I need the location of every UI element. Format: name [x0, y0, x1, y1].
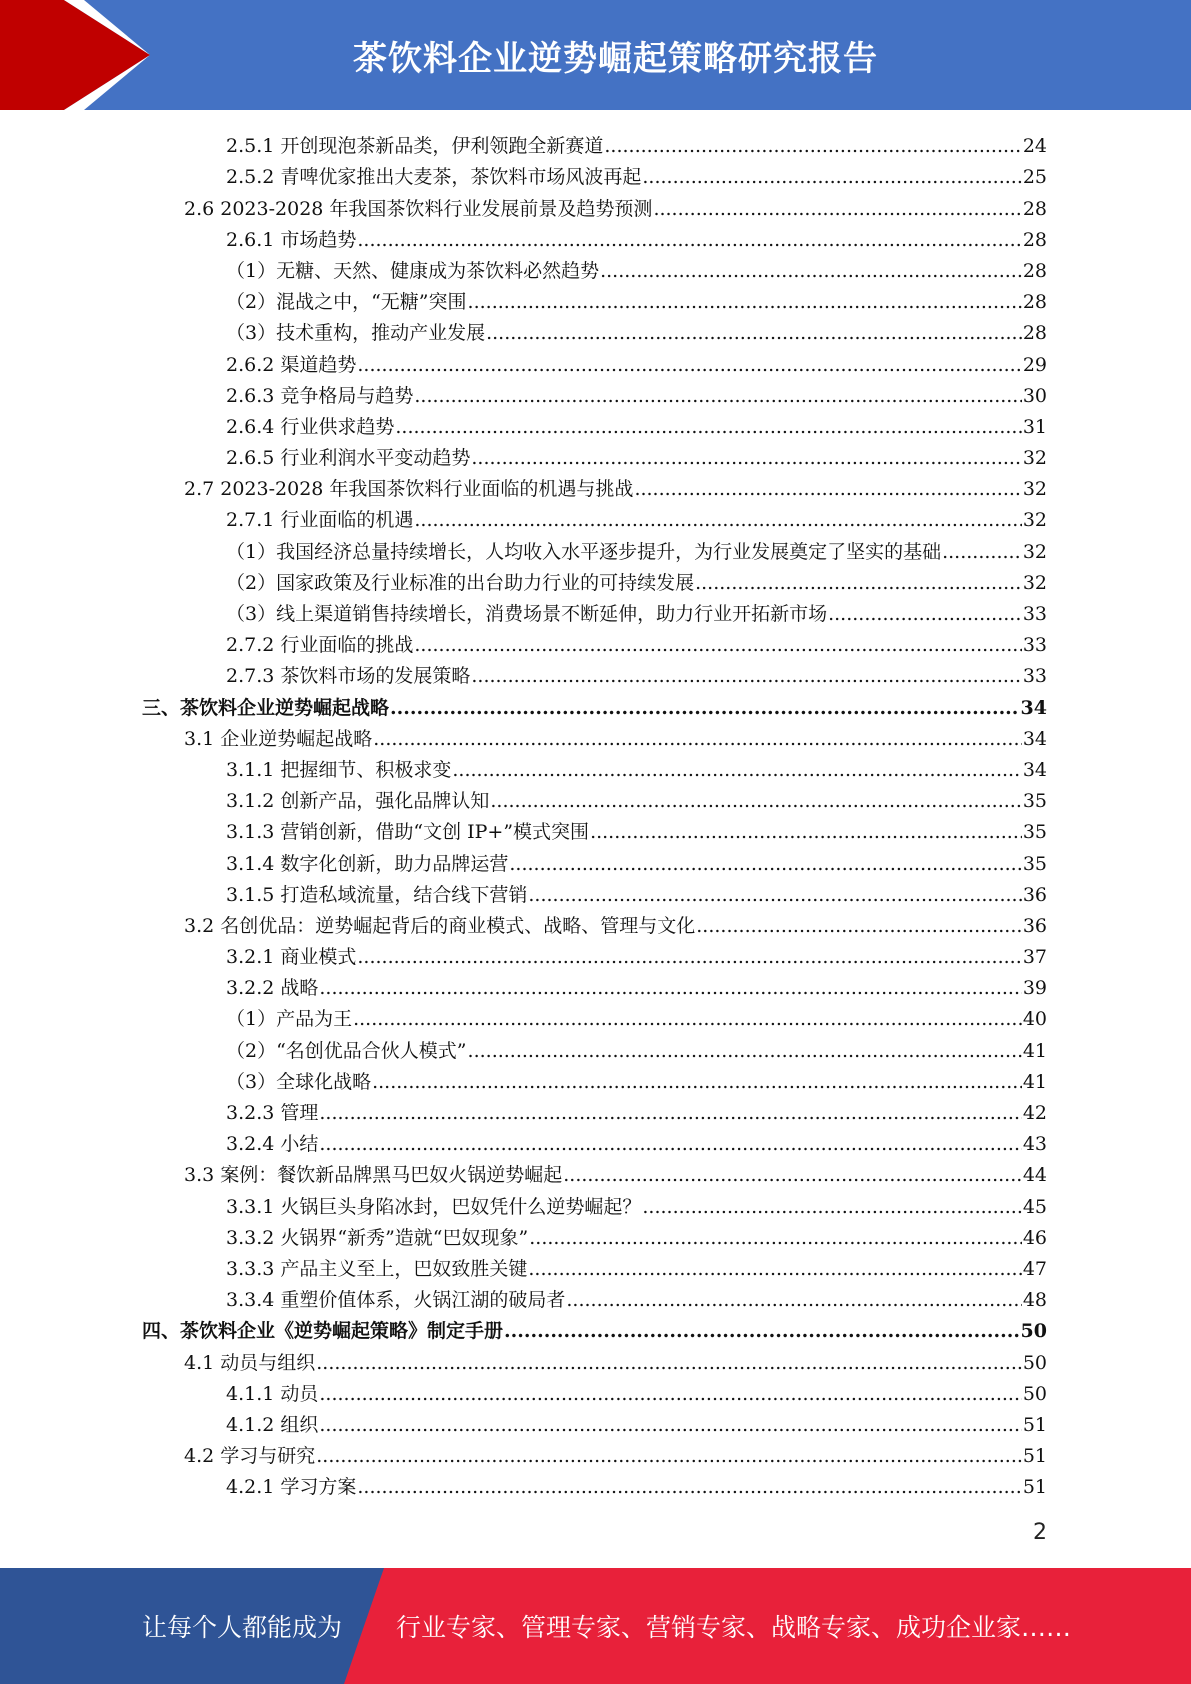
- toc-entry[interactable]: [0, 439, 1191, 470]
- toc-entry-page: 44: [1022, 1164, 1047, 1187]
- toc-entry-page: 50: [1022, 1382, 1047, 1405]
- toc-entry[interactable]: [0, 1187, 1191, 1218]
- table-of-contents: [0, 127, 1191, 1499]
- toc-leader-dots: [414, 508, 1021, 532]
- toc-leader-dots: [390, 696, 1020, 720]
- toc-entry-page: 33: [1022, 634, 1047, 657]
- toc-entry-page: 36: [1022, 883, 1047, 906]
- toc-entry-page: 28: [1022, 197, 1047, 220]
- toc-entry-page: 50: [1020, 1320, 1047, 1343]
- toc-entry[interactable]: [0, 1156, 1191, 1187]
- toc-entry-title: 2.7.2 行业面临的挑战: [226, 634, 414, 657]
- toc-entry-title: 3.1.3 营销创新，借助“文创 IP+”模式突围: [226, 821, 590, 844]
- toc-leader-dots: [696, 914, 1022, 938]
- toc-entry[interactable]: [0, 470, 1191, 501]
- toc-entry[interactable]: [0, 1375, 1191, 1406]
- toc-entry[interactable]: [0, 938, 1191, 969]
- toc-entry[interactable]: [0, 189, 1191, 220]
- toc-leader-dots: [653, 197, 1021, 221]
- toc-entry-title: 2.6.5 行业利润水平变动趋势: [226, 447, 471, 470]
- toc-entry-page: 42: [1022, 1102, 1047, 1124]
- toc-entry[interactable]: [0, 1406, 1191, 1437]
- toc-entry[interactable]: [0, 283, 1191, 314]
- toc-entry-title: 3.1.4 数字化创新，助力品牌运营: [226, 852, 509, 875]
- toc-leader-dots: [490, 789, 1021, 813]
- toc-entry-title: （1）无糖、天然、健康成为茶饮料必然趋势: [226, 259, 600, 282]
- toc-entry-page: 32: [1022, 447, 1047, 470]
- toc-leader-dots: [414, 633, 1021, 657]
- toc-entry-page: 34: [1022, 758, 1047, 781]
- toc-entry-title: （2）“名创优品合伙人模式”: [226, 1039, 467, 1062]
- toc-leader-dots: [563, 1163, 1022, 1187]
- toc-leader-dots: [468, 1039, 1022, 1063]
- toc-entry-page: 33: [1022, 665, 1047, 688]
- toc-entry[interactable]: [0, 720, 1191, 751]
- toc-entry-title: 2.6.4 行业供求趋势: [226, 415, 395, 438]
- toc-leader-dots: [357, 945, 1021, 969]
- toc-entry-page: 29: [1022, 353, 1047, 376]
- toc-entry-title: 3.2.3 管理: [226, 1102, 319, 1124]
- toc-entry[interactable]: [0, 564, 1191, 595]
- toc-entry-title: 三、茶饮料企业逆势崛起战略: [142, 696, 390, 719]
- toc-entry-title: 3.3.1 火锅巨头身陷冰封，巴奴凭什么逆势崛起？: [226, 1195, 642, 1218]
- toc-entry[interactable]: [0, 657, 1191, 688]
- toc-entry[interactable]: [0, 1468, 1191, 1499]
- toc-leader-dots: [642, 1195, 1021, 1219]
- toc-entry[interactable]: [0, 1063, 1191, 1094]
- toc-entry-page: 50: [1022, 1351, 1047, 1374]
- toc-entry[interactable]: [0, 1312, 1191, 1343]
- toc-entry-page: 47: [1022, 1257, 1047, 1280]
- toc-entry[interactable]: [0, 1000, 1191, 1031]
- toc-entry-title: 3.2.1 商业模式: [226, 946, 357, 969]
- toc-entry[interactable]: [0, 782, 1191, 813]
- toc-entry[interactable]: [0, 221, 1191, 252]
- toc-entry[interactable]: [0, 626, 1191, 657]
- toc-entry[interactable]: [0, 1281, 1191, 1312]
- toc-entry-page: 40: [1022, 1008, 1047, 1031]
- toc-entry-title: 4.1.1 动员: [226, 1382, 319, 1405]
- toc-leader-dots: [642, 165, 1021, 189]
- toc-entry-title: 4.1.2 组织: [226, 1413, 319, 1436]
- toc-entry-title: 四、茶饮料企业《逆势崛起策略》制定手册: [142, 1320, 504, 1343]
- toc-entry[interactable]: [0, 532, 1191, 563]
- toc-entry-title: 3.1.1 把握细节、积极求变: [226, 758, 452, 781]
- toc-entry[interactable]: [0, 1094, 1191, 1125]
- toc-entry-page: 28: [1022, 228, 1047, 251]
- toc-entry-title: （3）技术重构，推动产业发展: [226, 322, 486, 345]
- toc-entry-page: 46: [1022, 1226, 1047, 1249]
- toc-entry[interactable]: [0, 252, 1191, 283]
- toc-entry-page: 34: [1020, 696, 1047, 719]
- toc-entry-title: 2.5.1 开创现泡茶新品类，伊利领跑全新赛道: [226, 135, 604, 158]
- toc-leader-dots: [600, 259, 1022, 283]
- toc-entry[interactable]: [0, 751, 1191, 782]
- toc-entry-page: 32: [1022, 478, 1047, 501]
- toc-entry-page: 28: [1022, 291, 1047, 314]
- toc-entry-page: 36: [1022, 914, 1047, 937]
- toc-entry-title: 4.1 动员与组织: [184, 1351, 316, 1374]
- toc-entry-title: 3.3.2 火锅界“新秀”造就“巴奴现象”: [226, 1226, 529, 1249]
- page-header: [0, 0, 1191, 110]
- toc-leader-dots: [316, 1444, 1022, 1468]
- toc-leader-dots: [319, 1413, 1021, 1437]
- header-red-arrow: [0, 0, 150, 110]
- toc-entry[interactable]: [0, 844, 1191, 875]
- toc-entry[interactable]: [0, 876, 1191, 907]
- toc-entry-page: 31: [1022, 415, 1047, 438]
- toc-entry-title: 2.7.1 行业面临的机遇: [226, 509, 414, 532]
- toc-entry-page: 32: [1022, 571, 1047, 594]
- toc-leader-dots: [353, 1007, 1022, 1031]
- toc-leader-dots: [357, 353, 1021, 377]
- toc-leader-dots: [452, 758, 1021, 782]
- toc-entry-title: （2）国家政策及行业标准的出台助力行业的可持续发展: [226, 571, 695, 594]
- toc-entry-title: （1）产品为王: [226, 1008, 353, 1031]
- toc-leader-dots: [395, 415, 1021, 439]
- page-number: 2: [1033, 1520, 1047, 1545]
- toc-leader-dots: [372, 1070, 1022, 1094]
- toc-leader-dots: [357, 1475, 1021, 1499]
- toc-entry[interactable]: [0, 345, 1191, 376]
- toc-leader-dots: [414, 384, 1021, 408]
- page-footer: [0, 1568, 1191, 1684]
- toc-entry-title: 2.7 2023-2028 年我国茶饮料行业面临的机遇与挑战: [184, 478, 634, 501]
- toc-entry[interactable]: [0, 1343, 1191, 1374]
- toc-entry-title: 3.3 案例：餐饮新品牌黑马巴奴火锅逆势崛起: [184, 1164, 563, 1187]
- toc-entry-title: 4.2 学习与研究: [184, 1445, 316, 1468]
- toc-entry[interactable]: [0, 813, 1191, 844]
- toc-entry-title: 4.2.1 学习方案: [226, 1476, 357, 1499]
- toc-leader-dots: [471, 664, 1021, 688]
- toc-entry-page: 51: [1022, 1476, 1047, 1499]
- toc-entry-page: 41: [1022, 1039, 1047, 1062]
- toc-entry-page: 28: [1022, 259, 1047, 282]
- toc-entry-page: 51: [1022, 1445, 1047, 1468]
- toc-leader-dots: [528, 1257, 1021, 1281]
- toc-entry-page: 35: [1022, 821, 1047, 844]
- toc-entry-title: 3.3.4 重塑价值体系，火锅江湖的破局者: [226, 1289, 566, 1312]
- toc-entry[interactable]: [0, 408, 1191, 439]
- toc-entry-page: 32: [1022, 509, 1047, 532]
- toc-entry[interactable]: [0, 1250, 1191, 1281]
- toc-entry[interactable]: [0, 1031, 1191, 1062]
- toc-leader-dots: [373, 727, 1022, 751]
- toc-entry-title: 2.6.2 渠道趋势: [226, 353, 357, 376]
- toc-entry-page: 48: [1022, 1289, 1047, 1312]
- footer-slogan-left: 让每个人都能成为: [142, 1613, 343, 1642]
- toc-entry-page: 28: [1022, 322, 1047, 345]
- toc-entry[interactable]: [0, 688, 1191, 719]
- toc-leader-dots: [316, 1351, 1022, 1375]
- toc-entry-title: （2）混战之中，“无糖”突围: [226, 291, 467, 314]
- toc-leader-dots: [509, 852, 1021, 876]
- toc-entry[interactable]: [0, 314, 1191, 345]
- toc-entry-title: 2.6 2023-2028 年我国茶饮料行业发展前景及趋势预测: [184, 197, 653, 220]
- toc-leader-dots: [504, 1319, 1020, 1343]
- toc-entry-page: 45: [1022, 1195, 1047, 1218]
- toc-entry-page: 35: [1022, 790, 1047, 813]
- toc-leader-dots: [319, 976, 1021, 1000]
- toc-entry-page: 35: [1022, 852, 1047, 875]
- toc-entry-page: 37: [1022, 946, 1047, 969]
- toc-leader-dots: [357, 228, 1021, 252]
- toc-leader-dots: [528, 883, 1021, 907]
- toc-entry-title: 2.6.1 市场趋势: [226, 228, 357, 251]
- toc-entry-title: 3.1.2 创新产品，强化品牌认知: [226, 790, 490, 813]
- page-title: 茶饮料企业逆势崛起策略研究报告: [353, 38, 878, 79]
- toc-entry-title: （3）全球化战略: [226, 1070, 372, 1093]
- toc-leader-dots: [604, 134, 1021, 158]
- toc-entry-title: 2.6.3 竞争格局与趋势: [226, 384, 414, 407]
- toc-entry[interactable]: [0, 158, 1191, 189]
- toc-entry-title: 3.2.2 战略: [226, 977, 319, 1000]
- toc-entry-page: 34: [1022, 727, 1047, 750]
- footer-slogan-right: 行业专家、管理专家、营销专家、战略专家、成功企业家……: [396, 1613, 1072, 1642]
- toc-entry-page: 32: [1022, 540, 1047, 563]
- toc-leader-dots: [529, 1226, 1022, 1250]
- toc-entry-page: 33: [1022, 603, 1047, 625]
- toc-leader-dots: [319, 1101, 1021, 1125]
- toc-leader-dots: [471, 446, 1021, 470]
- toc-entry-title: （1）我国经济总量持续增长，人均收入水平逐步提升，为行业发展奠定了坚实的基础: [226, 540, 942, 563]
- toc-entry-page: 41: [1022, 1070, 1047, 1093]
- toc-leader-dots: [695, 571, 1022, 595]
- toc-entry-page: 51: [1022, 1413, 1047, 1436]
- toc-entry-title: （3）线上渠道销售持续增长，消费场景不断延伸，助力行业开拓新市场: [226, 603, 828, 625]
- toc-entry[interactable]: [0, 127, 1191, 158]
- toc-entry-title: 3.1 企业逆势崛起战略: [184, 727, 373, 750]
- toc-entry-title: 3.2.4 小结: [226, 1133, 319, 1156]
- toc-entry-title: 3.2 名创优品：逆势崛起背后的商业模式、战略、管理与文化: [184, 914, 696, 937]
- toc-entry[interactable]: [0, 501, 1191, 532]
- toc-leader-dots: [566, 1288, 1021, 1312]
- toc-leader-dots: [634, 477, 1021, 501]
- toc-leader-dots: [319, 1132, 1021, 1156]
- toc-leader-dots: [486, 321, 1022, 345]
- toc-leader-dots: [828, 602, 1022, 626]
- toc-entry-page: 30: [1022, 384, 1047, 407]
- toc-entry[interactable]: [0, 907, 1191, 938]
- toc-entry-page: 43: [1022, 1133, 1047, 1156]
- toc-entry[interactable]: [0, 1437, 1191, 1468]
- toc-entry[interactable]: [0, 377, 1191, 408]
- toc-leader-dots: [590, 820, 1022, 844]
- toc-entry[interactable]: [0, 595, 1191, 626]
- toc-entry-title: 2.7.3 茶饮料市场的发展策略: [226, 665, 471, 688]
- toc-entry-title: 2.5.2 青啤优家推出大麦茶，茶饮料市场风波再起: [226, 166, 642, 189]
- toc-leader-dots: [942, 540, 1022, 564]
- toc-entry-page: 24: [1022, 135, 1047, 158]
- toc-entry[interactable]: [0, 1125, 1191, 1156]
- toc-entry-title: 3.3.3 产品主义至上，巴奴致胜关键: [226, 1257, 528, 1280]
- toc-entry-title: 3.1.5 打造私域流量，结合线下营销: [226, 883, 528, 906]
- toc-leader-dots: [468, 290, 1022, 314]
- toc-entry-page: 39: [1022, 977, 1047, 1000]
- toc-leader-dots: [319, 1382, 1021, 1406]
- toc-entry[interactable]: [0, 1219, 1191, 1250]
- toc-entry-page: 25: [1022, 166, 1047, 189]
- toc-entry[interactable]: [0, 969, 1191, 1000]
